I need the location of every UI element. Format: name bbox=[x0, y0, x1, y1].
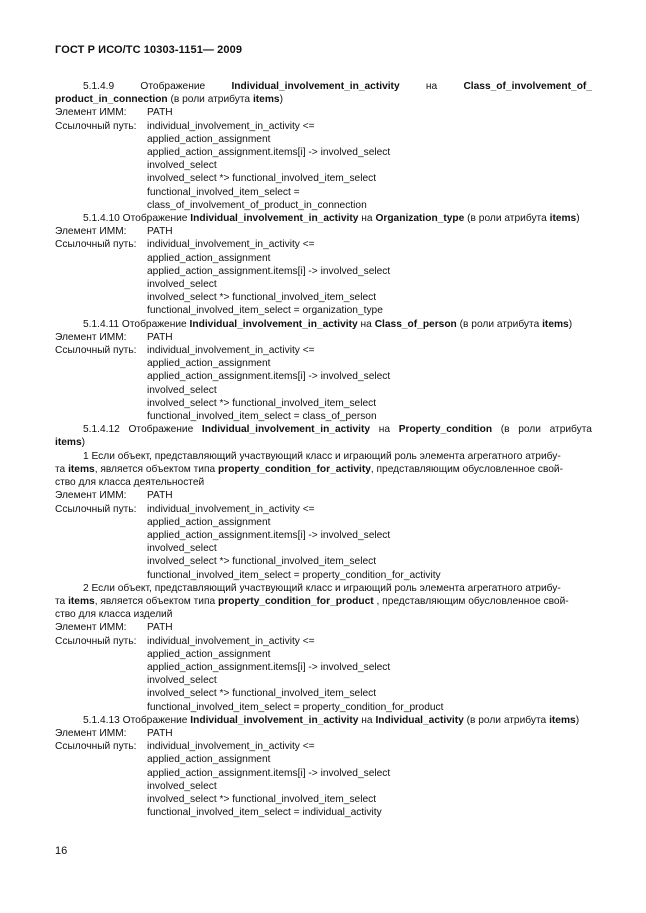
path-line: applied_action_assignment.items[i] -> involved_select bbox=[147, 767, 391, 779]
path-line: involved_select bbox=[147, 675, 217, 687]
path-line: involved_select bbox=[147, 160, 217, 172]
document-header: ГОСТ Р ИСО/ТС 10303-1151— 2009 bbox=[55, 44, 243, 56]
path-line: applied_action_assignment.items[i] -> involved_select bbox=[147, 661, 391, 673]
mim-element-row: Элемент ИММ: PATH bbox=[55, 622, 173, 634]
path-line: applied_action_assignment.items[i] -> involved_select bbox=[147, 265, 391, 277]
reference-path-row: Ссылочный путь: individual_involvement_in_activity <= bbox=[55, 239, 315, 251]
case-text: ство для класса деятельностей bbox=[55, 477, 205, 489]
section-heading-5-1-4-12: 5.1.4.12 Отображение Individual_involvement_in_activity на Property_condition (в роли атрибута bbox=[83, 424, 592, 436]
reference-path-row: Ссылочный путь: individual_involvement_in_activity <= bbox=[55, 635, 315, 647]
path-line: involved_select bbox=[147, 384, 217, 396]
path-line: involved_select bbox=[147, 780, 217, 792]
path-line: involved_select bbox=[147, 543, 217, 555]
section-heading-5-1-4-12-cont: items) bbox=[55, 437, 86, 449]
reference-path-row: Ссылочный путь: individual_involvement_in_activity <= bbox=[55, 741, 315, 753]
path-line: functional_involved_item_select = property_condition_for_activity bbox=[147, 569, 441, 581]
page-number: 16 bbox=[55, 845, 68, 857]
path-line: applied_action_assignment bbox=[147, 754, 271, 766]
path-line: applied_action_assignment.items[i] -> involved_select bbox=[147, 147, 391, 159]
section-heading-5-1-4-10: 5.1.4.10 Отображение Individual_involvement_in_activity на Organization_type (в роли атрибута items) bbox=[83, 213, 580, 225]
case-text: 1 Если объект, представляющий участвующий класс и играющий роль элемента агрегатного атрибу- bbox=[83, 450, 561, 462]
path-line: applied_action_assignment bbox=[147, 516, 271, 528]
path-line: functional_involved_item_select = organization_type bbox=[147, 305, 383, 317]
mim-element-row: Элемент ИММ: PATH bbox=[55, 331, 173, 343]
path-line: involved_select *> functional_involved_item_select bbox=[147, 292, 377, 304]
path-line: involved_select *> functional_involved_item_select bbox=[147, 793, 377, 805]
mim-element-row: Элемент ИММ: PATH bbox=[55, 226, 173, 238]
mim-element-row: Элемент ИММ: PATH bbox=[55, 107, 173, 119]
path-line: applied_action_assignment bbox=[147, 133, 271, 145]
path-line: involved_select *> functional_involved_item_select bbox=[147, 397, 377, 409]
reference-path-row: Ссылочный путь: individual_involvement_in_activity <= bbox=[55, 345, 315, 357]
mim-element-row: Элемент ИММ: PATH bbox=[55, 490, 173, 502]
section-heading-5-1-4-11: 5.1.4.11 Отображение Individual_involvement_in_activity на Class_of_person (в роли атрибута items) bbox=[83, 318, 573, 330]
reference-path-row: Ссылочный путь: individual_involvement_in_activity <= bbox=[55, 120, 315, 132]
path-line: functional_involved_item_select = class_of_person bbox=[147, 411, 377, 423]
path-line: involved_select bbox=[147, 279, 217, 291]
path-line: applied_action_assignment.items[i] -> involved_select bbox=[147, 371, 391, 383]
path-line: involved_select *> functional_involved_item_select bbox=[147, 173, 377, 185]
reference-path-row: Ссылочный путь: individual_involvement_in_activity <= bbox=[55, 503, 315, 515]
path-line: applied_action_assignment bbox=[147, 252, 271, 264]
section-heading-5-1-4-9: 5.1.4.9 Отображение Individual_involvement_in_activity на Class_of_involvement_of_ bbox=[83, 81, 592, 92]
case-text: ство для класса изделий bbox=[55, 609, 173, 621]
section-heading-5-1-4-9-cont: product_in_connection (в роли атрибута items) bbox=[55, 94, 283, 106]
case-text: та items, является объектом типа property_condition_for_activity, представляющим обусловленное свой- bbox=[55, 463, 564, 475]
path-line: applied_action_assignment.items[i] -> involved_select bbox=[147, 529, 391, 541]
case-text: 2 Если объект, представляющий участвующий класс и играющий роль элемента агрегатного атрибу- bbox=[83, 582, 561, 594]
path-line: functional_involved_item_select = property_condition_for_product bbox=[147, 701, 444, 713]
path-line: applied_action_assignment bbox=[147, 358, 271, 370]
path-line: involved_select *> functional_involved_item_select bbox=[147, 688, 377, 700]
path-line: involved_select *> functional_involved_item_select bbox=[147, 556, 377, 568]
section-heading-5-1-4-13: 5.1.4.13 Отображение Individual_involvement_in_activity на Individual_activity (в роли атрибута items) bbox=[83, 714, 580, 726]
case-text: та items, является объектом типа property_condition_for_product , представляющим обусловленное свой- bbox=[55, 595, 569, 607]
mim-element-row: Элемент ИММ: PATH bbox=[55, 727, 173, 739]
path-line: class_of_involvement_of_product_in_connection bbox=[147, 199, 367, 211]
path-line: functional_involved_item_select = bbox=[147, 186, 300, 198]
path-line: applied_action_assignment bbox=[147, 648, 271, 660]
document-body bbox=[55, 80, 592, 819]
path-line: functional_involved_item_select = individual_activity bbox=[147, 807, 382, 819]
